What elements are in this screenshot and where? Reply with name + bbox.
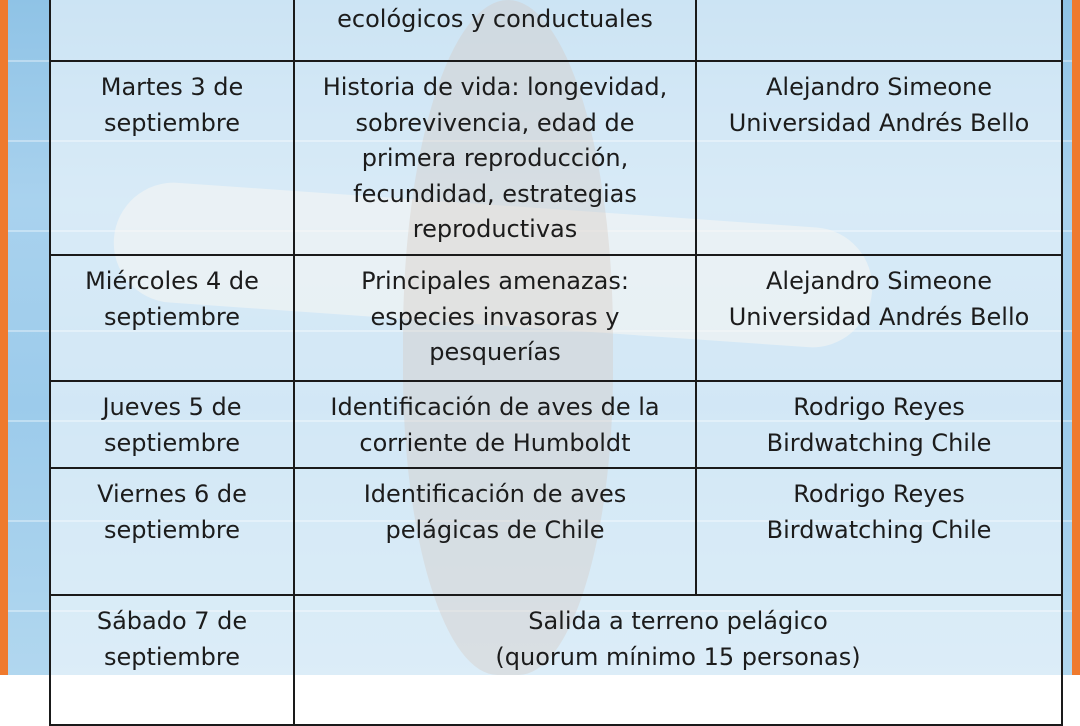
date-cell: Miércoles 4 de septiembre [50,255,294,381]
speaker-cell [696,0,1062,61]
date-cell: Jueves 5 de septiembre [50,381,294,468]
speaker-cell: Alejandro Simeone Universidad Andrés Bello [696,61,1062,255]
topic-cell: Historia de vida: longevidad, sobrevivencia, edad de primera reproducción, fecundidad, estrategias reproductivas [294,61,696,255]
date-cell: Viernes 6 de septiembre [50,468,294,595]
schedule-table [49,0,1063,726]
table-row [50,0,1062,61]
date-cell [50,0,294,61]
topic-cell: Identificación de aves pelágicas de Chile [294,468,696,595]
table-row [50,468,1062,595]
table-row [50,61,1062,255]
date-cell: Martes 3 de septiembre [50,61,294,255]
activity-cell: Salida a terreno pelágico (quorum mínimo 15 personas) [294,595,1062,725]
topic-cell: Principales amenazas: especies invasoras y pesquerías [294,255,696,381]
table-row [50,595,1062,725]
speaker-cell: Rodrigo Reyes Birdwatching Chile [696,381,1062,468]
speaker-cell: Alejandro Simeone Universidad Andrés Bello [696,255,1062,381]
date-cell: Sábado 7 de septiembre [50,595,294,725]
speaker-cell: Rodrigo Reyes Birdwatching Chile [696,468,1062,595]
topic-cell: Identificación de aves de la corriente de Humboldt [294,381,696,468]
topic-cell: ecológicos y conductuales [294,0,696,61]
table-row [50,255,1062,381]
table-row [50,381,1062,468]
